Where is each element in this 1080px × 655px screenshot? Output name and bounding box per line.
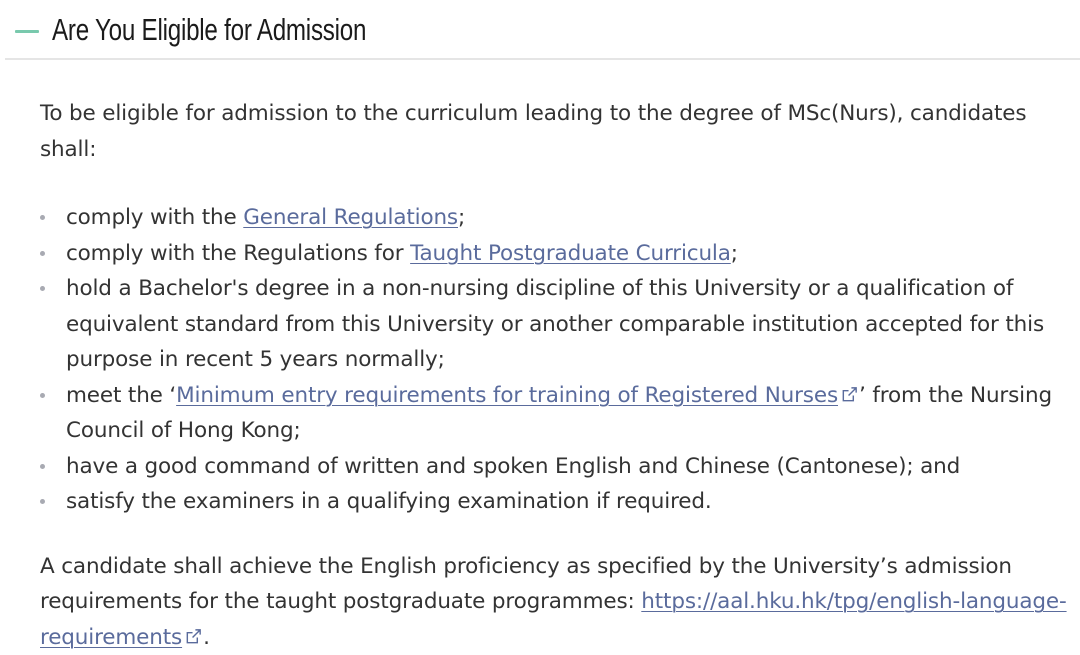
list-item xyxy=(40,484,1070,520)
registered-nurses-requirements-link[interactable] xyxy=(176,383,859,408)
list-item-text: meet the ‘ xyxy=(66,383,176,408)
list-item-text: comply with the Regulations for xyxy=(66,241,410,266)
title-accent-dash xyxy=(15,30,39,33)
list-item xyxy=(40,236,1070,272)
link-text: Minimum entry requirements for training of Registered Nurses xyxy=(176,383,838,408)
list-item xyxy=(40,378,1070,449)
list-item-text: hold a Bachelor's degree in a non-nursing discipline of this University or a qualification of equivalent standard from this University or another comparable institution accepted for this purpose in recent 5 years normally; xyxy=(66,276,1044,372)
proficiency-text: A candidate shall achieve the English proficiency as specified by the University’s admission requirements for the taught postgraduate programmes: xyxy=(40,554,1012,615)
list-item-text: satisfy the examiners in a qualifying examination if required. xyxy=(66,489,712,514)
proficiency-suffix: . xyxy=(203,625,210,650)
list-item-text: have a good command of written and spoken English and Chinese (Cantonese); and xyxy=(66,454,960,479)
requirements-list xyxy=(40,200,1070,520)
list-item xyxy=(40,200,1070,236)
proficiency-paragraph xyxy=(40,549,1070,655)
list-item xyxy=(40,271,1070,378)
external-link-icon xyxy=(184,627,203,646)
list-item-suffix: ’ from the Nursing Council of Hong Kong; xyxy=(66,383,1052,444)
intro-paragraph: To be eligible for admission to the curriculum leading to the degree of MSc(Nurs), candidates shall: xyxy=(40,96,1070,167)
header-divider xyxy=(5,58,1080,60)
external-link-icon xyxy=(840,385,859,404)
general-regulations-link[interactable]: General Regulations xyxy=(243,205,458,230)
section-header xyxy=(0,0,1080,60)
list-item xyxy=(40,449,1070,485)
list-item-suffix: ; xyxy=(458,205,465,230)
taught-postgraduate-curricula-link[interactable]: Taught Postgraduate Curricula xyxy=(410,241,731,266)
list-item-suffix: ; xyxy=(731,241,738,266)
eligibility-content xyxy=(40,96,1070,655)
page-title: Are You Eligible for Admission xyxy=(52,8,366,52)
list-item-text: comply with the xyxy=(66,205,243,230)
link-text: https://aal.hku.hk/tpg/english-language-requirements xyxy=(40,589,1067,650)
